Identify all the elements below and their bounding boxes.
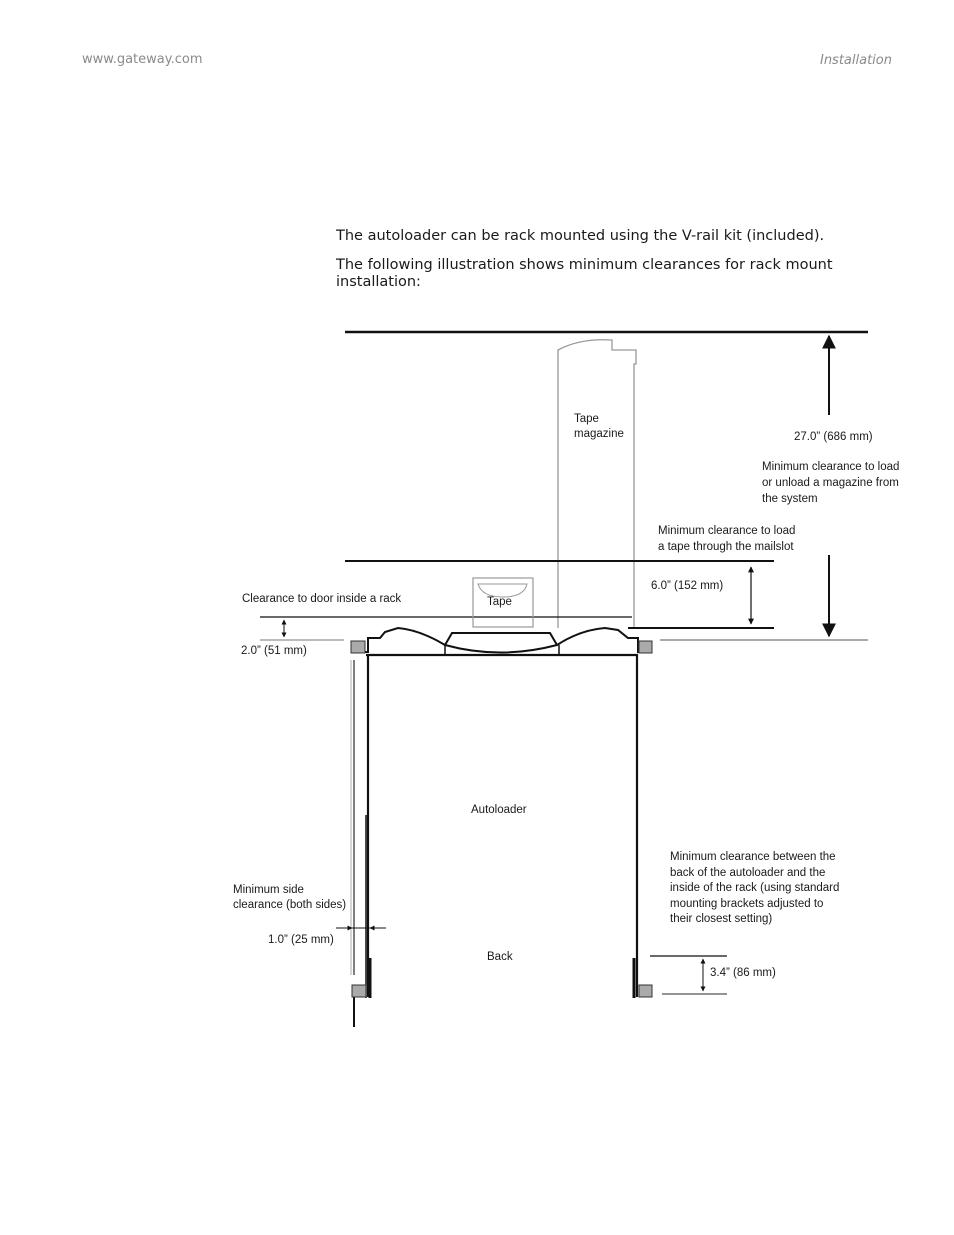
magazine-clearance-label-line1: Minimum clearance to load bbox=[762, 461, 900, 473]
top-dimension-label: 27.0” (686 mm) bbox=[794, 431, 873, 443]
header-section-title: Installation bbox=[819, 53, 892, 68]
side-dimension-label: 1.0” (25 mm) bbox=[268, 934, 334, 946]
left-rear-bracket bbox=[352, 985, 366, 997]
magazine-clearance-label-line2: or unload a magazine from bbox=[762, 477, 899, 489]
mailslot-recess bbox=[445, 633, 557, 645]
side-clearance-label-line2: clearance (both sides) bbox=[233, 899, 347, 911]
door-dimension-label: 2.0” (51 mm) bbox=[241, 645, 307, 657]
autoloader-front-profile bbox=[352, 628, 652, 653]
back-clearance-label-line4: mounting brackets adjusted to bbox=[670, 898, 824, 910]
left-front-bracket bbox=[351, 641, 365, 653]
side-clearance-label-line1: Minimum side bbox=[233, 884, 304, 896]
intro-paragraph: The autoloader can be rack mounted using the V-rail kit (included). bbox=[336, 228, 825, 244]
tape-magazine-label-line2: magazine bbox=[574, 428, 624, 440]
back-clearance-label-line3: inside of the rack (using standard bbox=[670, 882, 840, 894]
tape-label: Tape bbox=[487, 596, 512, 608]
mailslot-dimension-label: 6.0” (152 mm) bbox=[651, 580, 724, 592]
right-front-bracket bbox=[639, 641, 652, 653]
door-clearance-label: Clearance to door inside a rack bbox=[242, 593, 402, 605]
back-dimension-label: 3.4” (86 mm) bbox=[710, 967, 776, 979]
back-clearance-label-line2: back of the autoloader and the bbox=[670, 867, 826, 879]
magazine-clearance-label-line3: the system bbox=[762, 493, 818, 505]
tape-magazine-label-line1: Tape bbox=[574, 413, 599, 425]
mailslot-clearance-label-line1: Minimum clearance to load bbox=[658, 525, 796, 537]
tape-magazine-shape bbox=[558, 340, 636, 628]
back-clearance-label-line1: Minimum clearance between the bbox=[670, 851, 836, 863]
back-clearance-label-line5: their closest setting) bbox=[670, 913, 773, 925]
autoloader-label: Autoloader bbox=[471, 804, 527, 816]
header-site-url: www.gateway.com bbox=[82, 52, 203, 67]
illustration-intro-paragraph: The following illustration shows minimum clearances for rack mount installation: bbox=[336, 257, 833, 290]
mailslot-clearance-label-line2: a tape through the mailslot bbox=[658, 541, 794, 553]
right-rear-bracket bbox=[639, 985, 652, 997]
back-label: Back bbox=[487, 951, 513, 963]
